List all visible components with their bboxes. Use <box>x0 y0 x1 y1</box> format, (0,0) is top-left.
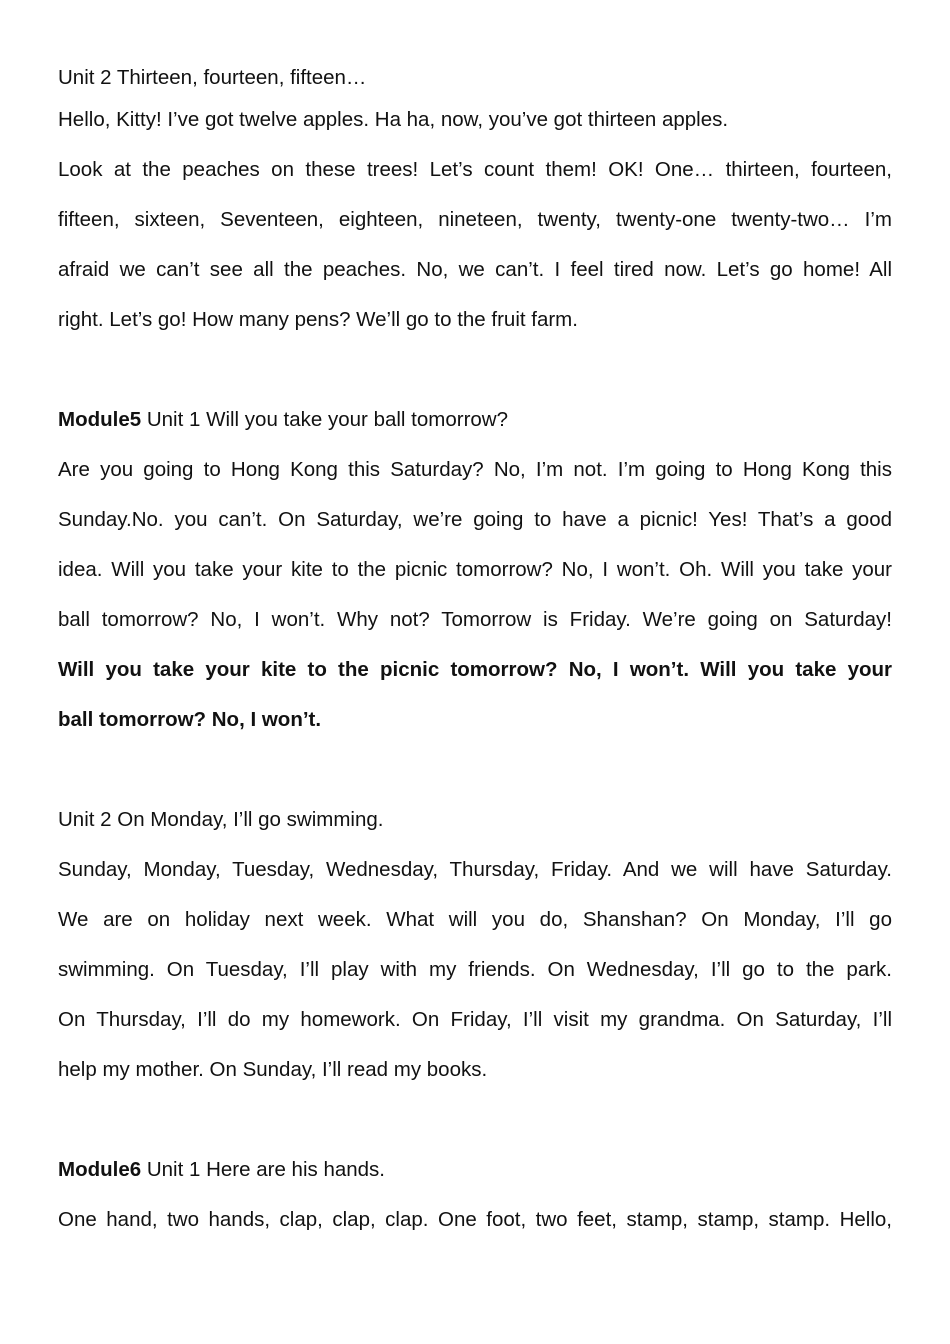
unit2-numbers-line-3: fifteen, sixteen, Seventeen, eighteen, nineteen, twenty, twenty-one twenty-two… I’m <box>58 208 892 231</box>
unit2-monday-line-4: On Thursday, I’ll do my homework. On Friday, I’ll visit my grandma. On Saturday, I’ll <box>58 1008 892 1031</box>
unit2-monday-line-5: help my mother. On Sunday, I’ll read my books. <box>58 1058 488 1081</box>
blank-spacer <box>58 345 892 395</box>
unit2-numbers-line-4: afraid we can’t see all the peaches. No, we can’t. I feel tired now. Let’s go home! All <box>58 258 892 281</box>
module6-heading <box>58 1145 892 1195</box>
module5-line-3: idea. Will you take your kite to the picnic tomorrow? No, I won’t. Oh. Will you take your <box>58 558 892 581</box>
unit2-numbers-line-1: Hello, Kitty! I’ve got twelve apples. Ha ha, now, you’ve got thirteen apples. <box>58 108 729 131</box>
unit2-monday-line-2: We are on holiday next week. What will you do, Shanshan? On Monday, I’ll go <box>58 908 892 931</box>
module6-line-1: One hand, two hands, clap, clap, clap. One foot, two feet, stamp, stamp, stamp. Hello, <box>58 1208 892 1231</box>
unit2-numbers-line-5: right. Let’s go! How many pens? We’ll go to the fruit farm. <box>58 308 578 331</box>
module6-unit1-title: Unit 1 Here are his hands. <box>141 1158 386 1181</box>
unit2-numbers-line-2: Look at the peaches on these trees! Let’s count them! OK! One… thirteen, fourteen, <box>58 158 892 181</box>
module5-label: Module5 <box>58 408 142 431</box>
module5-bold-line-2: ball tomorrow? No, I won’t. <box>58 708 322 731</box>
document-page <box>58 61 892 1245</box>
blank-spacer <box>58 1095 892 1145</box>
module5-bold-line-1: Will you take your kite to the picnic tomorrow? No, I won’t. Will you take your <box>58 658 892 681</box>
module5-line-4: ball tomorrow? No, I won’t. Why not? Tomorrow is Friday. We’re going on Saturday! <box>58 608 892 631</box>
unit2-monday-title: Unit 2 On Monday, I’ll go swimming. <box>58 808 384 831</box>
module5-line-2: Sunday.No. you can’t. On Saturday, we’re going to have a picnic! Yes! That’s a good <box>58 508 892 531</box>
module5-heading <box>58 395 892 445</box>
unit2-monday-line-3: swimming. On Tuesday, I’ll play with my friends. On Wednesday, I’ll go to the park. <box>58 958 892 981</box>
module5-unit1-title: Unit 1 Will you take your ball tomorrow? <box>141 408 509 431</box>
unit2-monday-line-1: Sunday, Monday, Tuesday, Wednesday, Thursday, Friday. And we will have Saturday. <box>58 858 892 881</box>
unit2-numbers-title: Unit 2 Thirteen, fourteen, fifteen… <box>58 66 367 89</box>
module5-line-1: Are you going to Hong Kong this Saturday? No, I’m not. I’m going to Hong Kong this <box>58 458 892 481</box>
blank-spacer <box>58 745 892 795</box>
module6-label: Module6 <box>58 1158 142 1181</box>
